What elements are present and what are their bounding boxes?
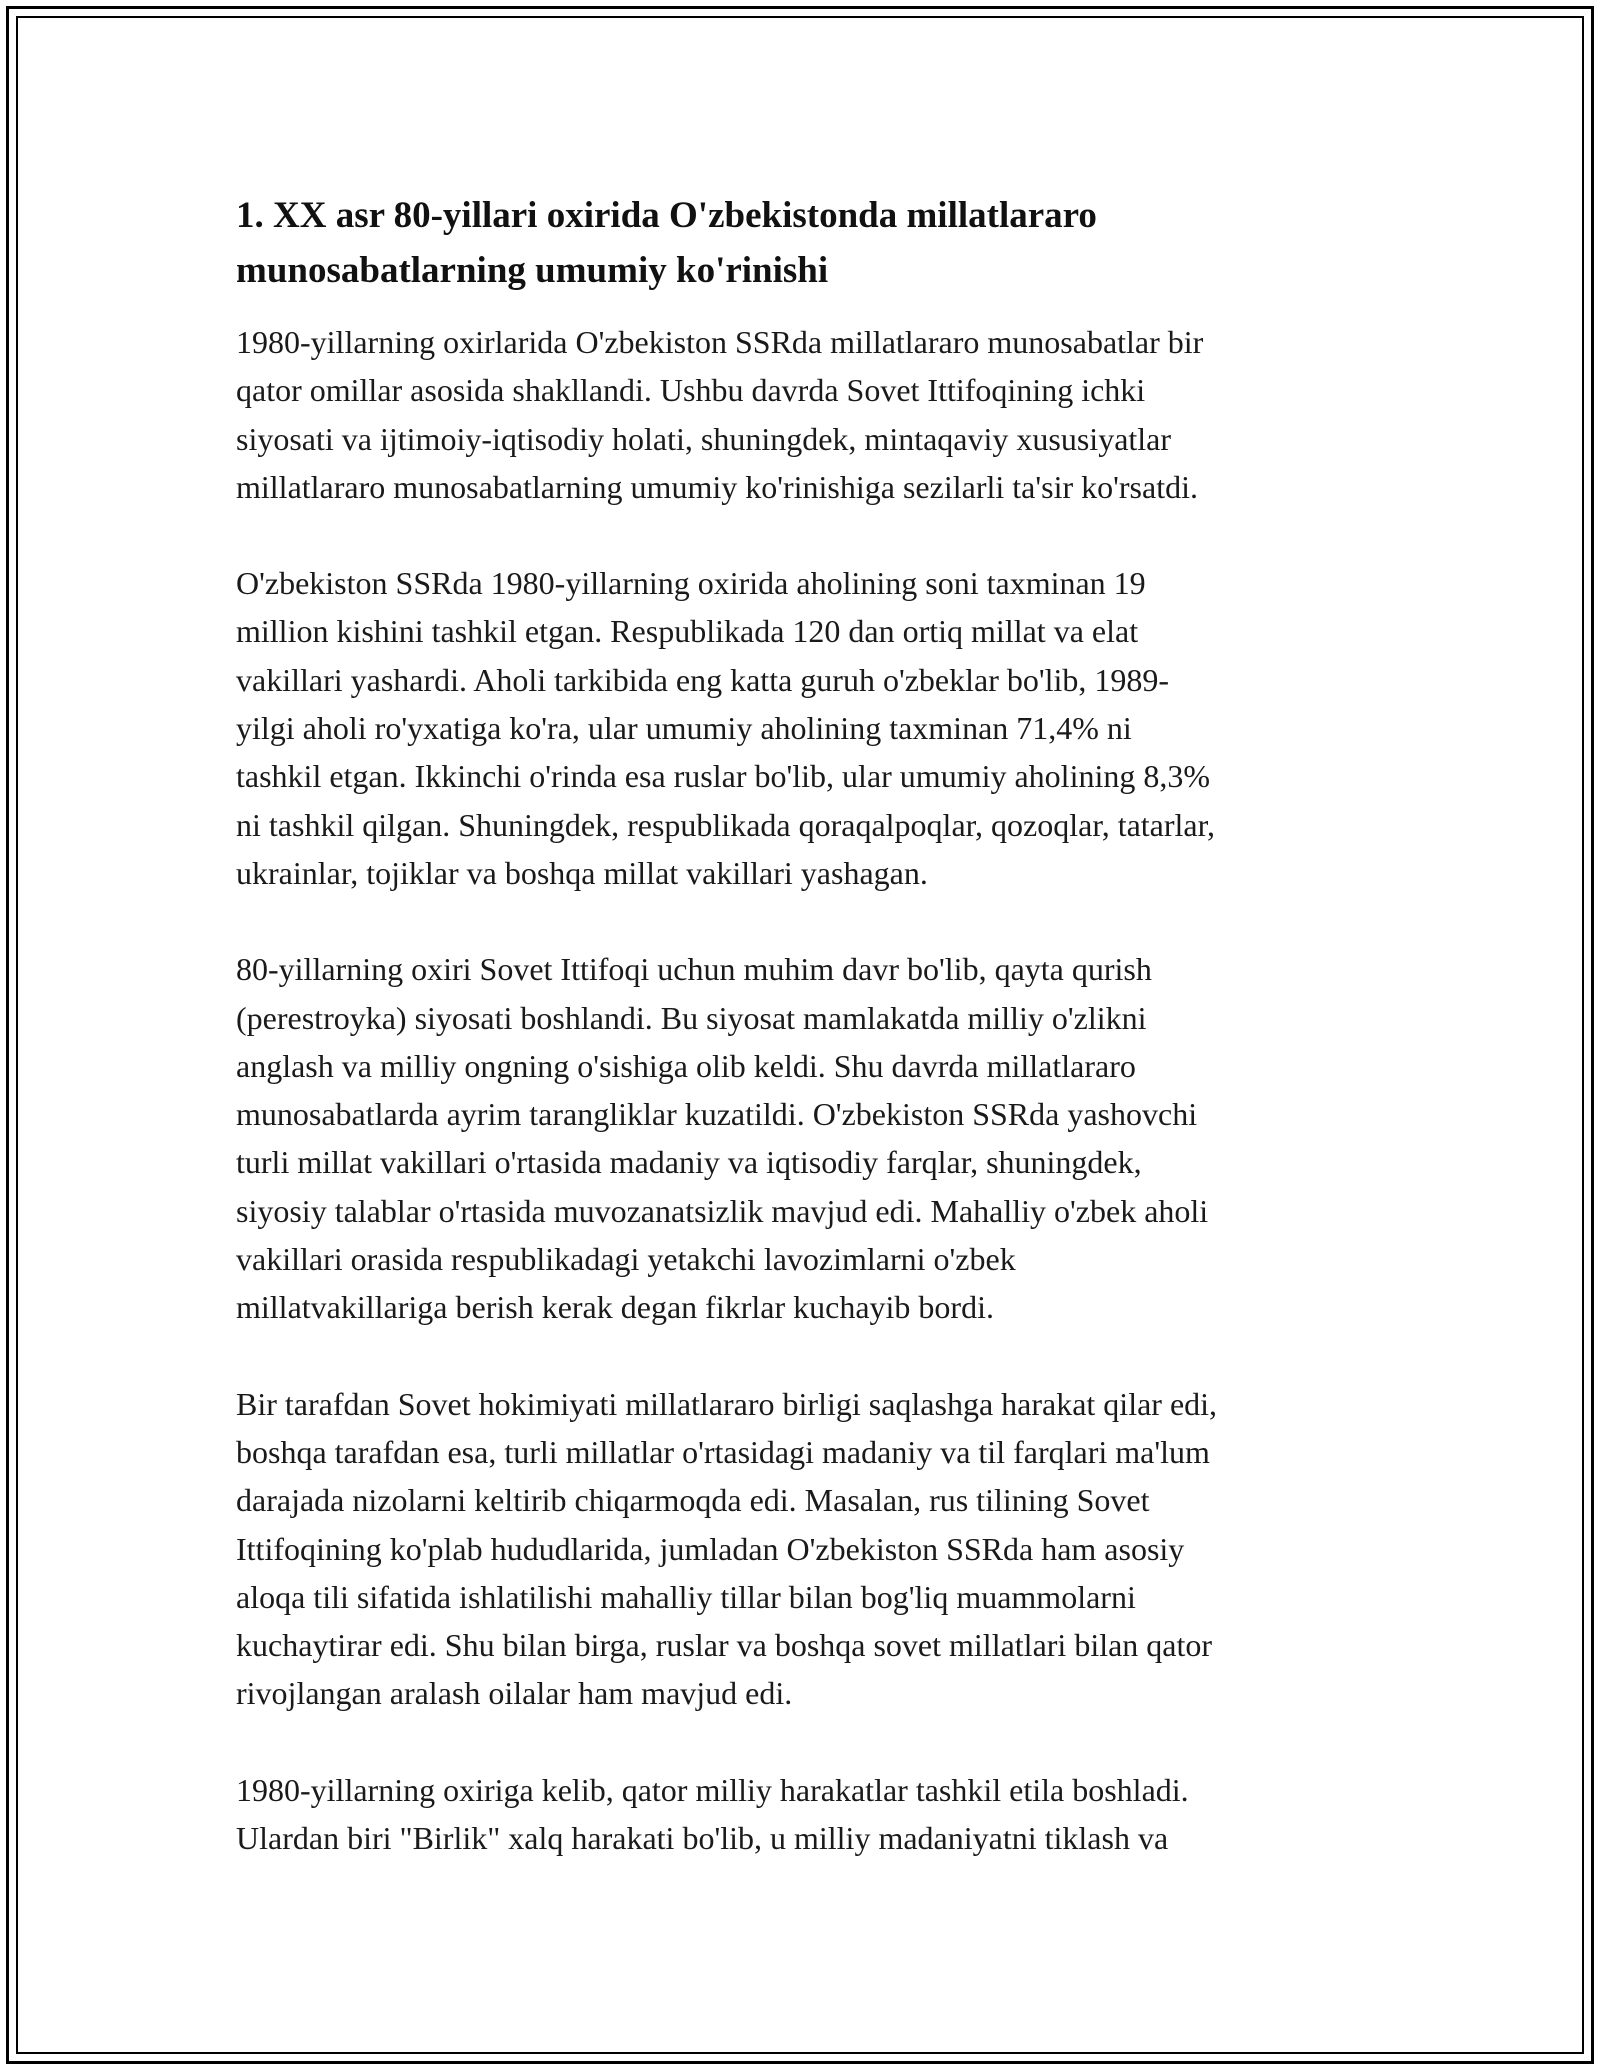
paragraph-4 bbox=[236, 1380, 1366, 1718]
text-line: vakillari yashardi. Aholi tarkibida eng katta guruh o'zbeklar bo'lib, 1989- bbox=[236, 661, 1170, 698]
text-line: 1980-yillarning oxirlarida O'zbekiston SSRda millatlararo munosabatlar bir bbox=[236, 324, 1204, 360]
text-line: ni tashkil qilgan. Shuningdek, respublikada qoraqalpoqlar, qozoqlar, tatarlar, bbox=[236, 806, 1215, 843]
text-line: millatlararo munosabatlarning umumiy ko'rinishiga sezilarli ta'sir ko'rsatdi. bbox=[236, 468, 1198, 505]
text-line: 1980-yillarning oxiriga kelib, qator milliy harakatlar tashkil etila boshladi. bbox=[236, 1771, 1189, 1808]
text-line: (perestroyka) siyosati boshlandi. Bu siyosat mamlakatda milliy o'zlikni bbox=[236, 999, 1147, 1036]
text-line: vakillari orasida respublikadagi yetakchi lavozimlarni o'zbek bbox=[236, 1241, 1016, 1278]
paragraph-1 bbox=[236, 318, 1366, 511]
text-line: boshqa tarafdan esa, turli millatlar o'rtasidagi madaniy va til farqlari ma'lum bbox=[236, 1433, 1210, 1470]
text-line: turli millat vakillari o'rtasida madaniy va iqtisodiy farqlar, shuningdek, bbox=[236, 1144, 1142, 1181]
paragraph-2 bbox=[236, 559, 1366, 897]
text-line: ukrainlar, tojiklar va boshqa millat vakillari yashagan. bbox=[236, 854, 928, 891]
title-line: 1. XX asr 80-yillari oxirida O'zbekistonda millatlararo bbox=[236, 195, 1097, 236]
text-line: siyosati va ijtimoiy-iqtisodiy holati, shuningdek, mintaqaviy xususiyatlar bbox=[236, 420, 1172, 457]
text-line: anglash va milliy ongning o'sishiga olib keldi. Shu davrda millatlararo bbox=[236, 1047, 1136, 1084]
paragraph-5 bbox=[236, 1766, 1366, 1863]
text-line: Ittifoqining ko'plab hududlarida, jumladan O'zbekiston SSRda ham asosiy bbox=[236, 1530, 1185, 1567]
text-line: millatvakillariga berish kerak degan fikrlar kuchayib bordi. bbox=[236, 1289, 994, 1326]
text-line: darajada nizolarni keltirib chiqarmoqda edi. Masalan, rus tilining Sovet bbox=[236, 1482, 1150, 1519]
text-line: Ulardan biri "Birlik" xalq harakati bo'lib, u milliy madaniyatni tiklash va bbox=[236, 1820, 1169, 1857]
text-line: tashkil etgan. Ikkinchi o'rinda esa ruslar bo'lib, ular umumiy aholining 8,3% bbox=[236, 758, 1210, 795]
text-line: million kishini tashkil etgan. Respublikada 120 dan ortiq millat va elat bbox=[236, 613, 1139, 650]
text-line: yilgi aholi ro'yxatiga ko'ra, ular umumiy aholining taxminan 71,4% ni bbox=[236, 710, 1132, 747]
text-line: Bir tarafdan Sovet hokimiyati millatlararo birligi saqlashga harakat qilar edi, bbox=[236, 1385, 1218, 1422]
text-line: siyosiy talablar o'rtasida muvozanatsizlik mavjud edi. Mahalliy o'zbek aholi bbox=[236, 1192, 1209, 1229]
text-line: 80-yillarning oxiri Sovet Ittifoqi uchun muhim davr bo'lib, qayta qurish bbox=[236, 951, 1152, 988]
text-line: kuchaytirar edi. Shu bilan birga, ruslar va boshqa sovet millatlari bilan qator bbox=[236, 1627, 1213, 1664]
paragraph-3 bbox=[236, 945, 1366, 1331]
text-line: O'zbekiston SSRda 1980-yillarning oxirida aholining soni taxminan 19 bbox=[236, 565, 1146, 602]
document-body bbox=[236, 188, 1366, 1910]
document-title bbox=[236, 188, 1366, 298]
text-line: munosabatlarda ayrim tarangliklar kuzatildi. O'zbekiston SSRda yashovchi bbox=[236, 1096, 1198, 1133]
text-line: qator omillar asosida shakllandi. Ushbu davrda Sovet Ittifoqining ichki bbox=[236, 372, 1146, 409]
text-line: rivojlangan aralash oilalar ham mavjud edi. bbox=[236, 1675, 793, 1712]
title-line: munosabatlarning umumiy ko'rinishi bbox=[236, 250, 829, 291]
text-line: aloqa tili sifatida ishlatilishi mahalliy tillar bilan bog'liq muammolarni bbox=[236, 1578, 1136, 1615]
